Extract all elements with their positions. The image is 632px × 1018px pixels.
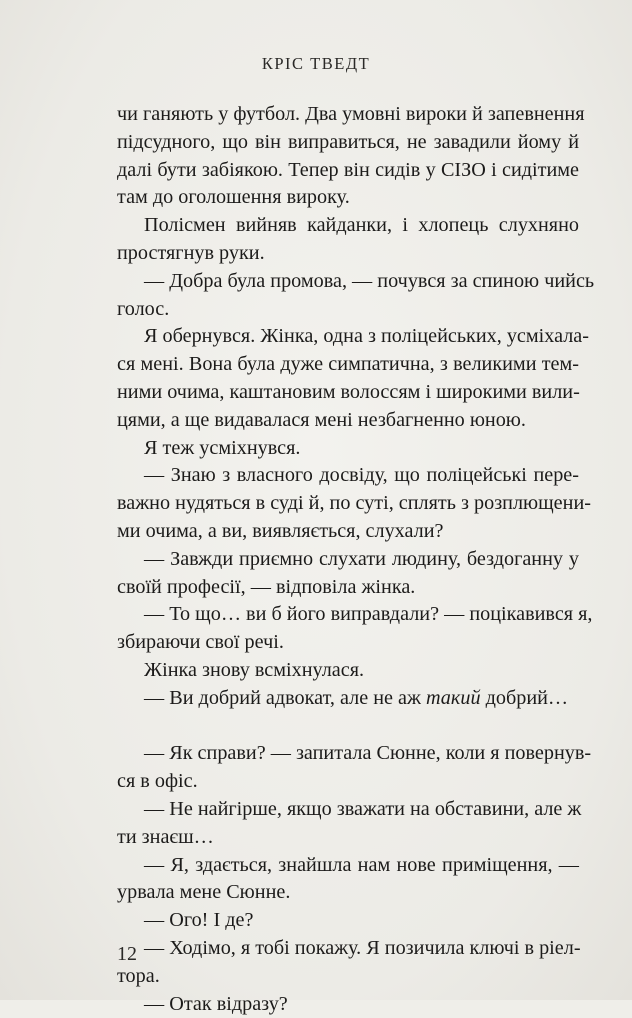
text-line: урвала мене Сюнне. — [117, 879, 579, 907]
italic-word: такий — [426, 687, 481, 709]
text-line: — Я, здається, знайшла нам нове приміщення, — — [117, 852, 579, 880]
text-segment: добрий… — [481, 687, 569, 709]
text-line: — Отак відразу? — [117, 991, 579, 1018]
text-line — [117, 685, 579, 713]
text-line: Я обернувся. Жінка, одна з поліцейських, усміхала- — [117, 323, 579, 351]
text-line: чи ганяють у футбол. Два умовні вироки й запевнення — [117, 101, 579, 129]
text-segment: — Ви добрий адвокат, але не аж — [144, 687, 426, 709]
text-line: Я теж усміхнувся. — [117, 435, 579, 463]
text-line: ся мені. Вона була дуже симпатична, з великими тем- — [117, 351, 579, 379]
page-number: 12 — [117, 943, 137, 966]
text-line: — Завжди приємно слухати людину, бездоганну у — [117, 546, 579, 574]
text-line: підсудного, що він виправиться, не завадили йому й — [117, 129, 579, 157]
text-line: — То що… ви б його виправдали? — поцікавився я, — [117, 601, 579, 629]
text-line: — Ходімо, я тобі покажу. Я позичила ключі в ріел- — [117, 935, 579, 963]
text-line: далі бути забіякою. Тепер він сидів у СІЗО і сидітиме — [117, 157, 579, 185]
text-line: — Ого! І де? — [117, 907, 579, 935]
text-line: простягнув руки. — [117, 240, 579, 268]
body-text — [117, 101, 579, 1018]
text-line: — Знаю з власного досвіду, що поліцейські пере- — [117, 462, 579, 490]
text-line: — Не найгірше, якщо зважати на обставини, але ж — [117, 796, 579, 824]
text-line: тора. — [117, 963, 579, 991]
text-line: — Добра була промова, — почувся за спиною чийсь — [117, 268, 579, 296]
text-line: — Як справи? — запитала Сюнне, коли я повернув- — [117, 740, 579, 768]
text-line: збираючи свої речі. — [117, 629, 579, 657]
text-line: там до оголошення вироку. — [117, 184, 579, 212]
text-line: Жінка знову всміхнулася. — [117, 657, 579, 685]
text-line: ми очима, а ви, виявляється, слухали? — [117, 518, 579, 546]
text-line: голос. — [117, 296, 579, 324]
text-line: важно нудяться в суді й, по суті, сплять з розплющени- — [117, 490, 579, 518]
running-head: КРІС ТВЕДТ — [0, 54, 632, 74]
text-line: Полісмен вийняв кайданки, і хлопець слухняно — [117, 212, 579, 240]
text-line: ними очима, каштановим волоссям і широкими вили- — [117, 379, 579, 407]
section-break — [117, 713, 579, 741]
text-line: ти знаєш… — [117, 824, 579, 852]
text-line: своїй професії, — відповіла жінка. — [117, 574, 579, 602]
text-line: ся в офіс. — [117, 768, 579, 796]
text-line: цями, а ще видавалася мені незбагненно юною. — [117, 407, 579, 435]
